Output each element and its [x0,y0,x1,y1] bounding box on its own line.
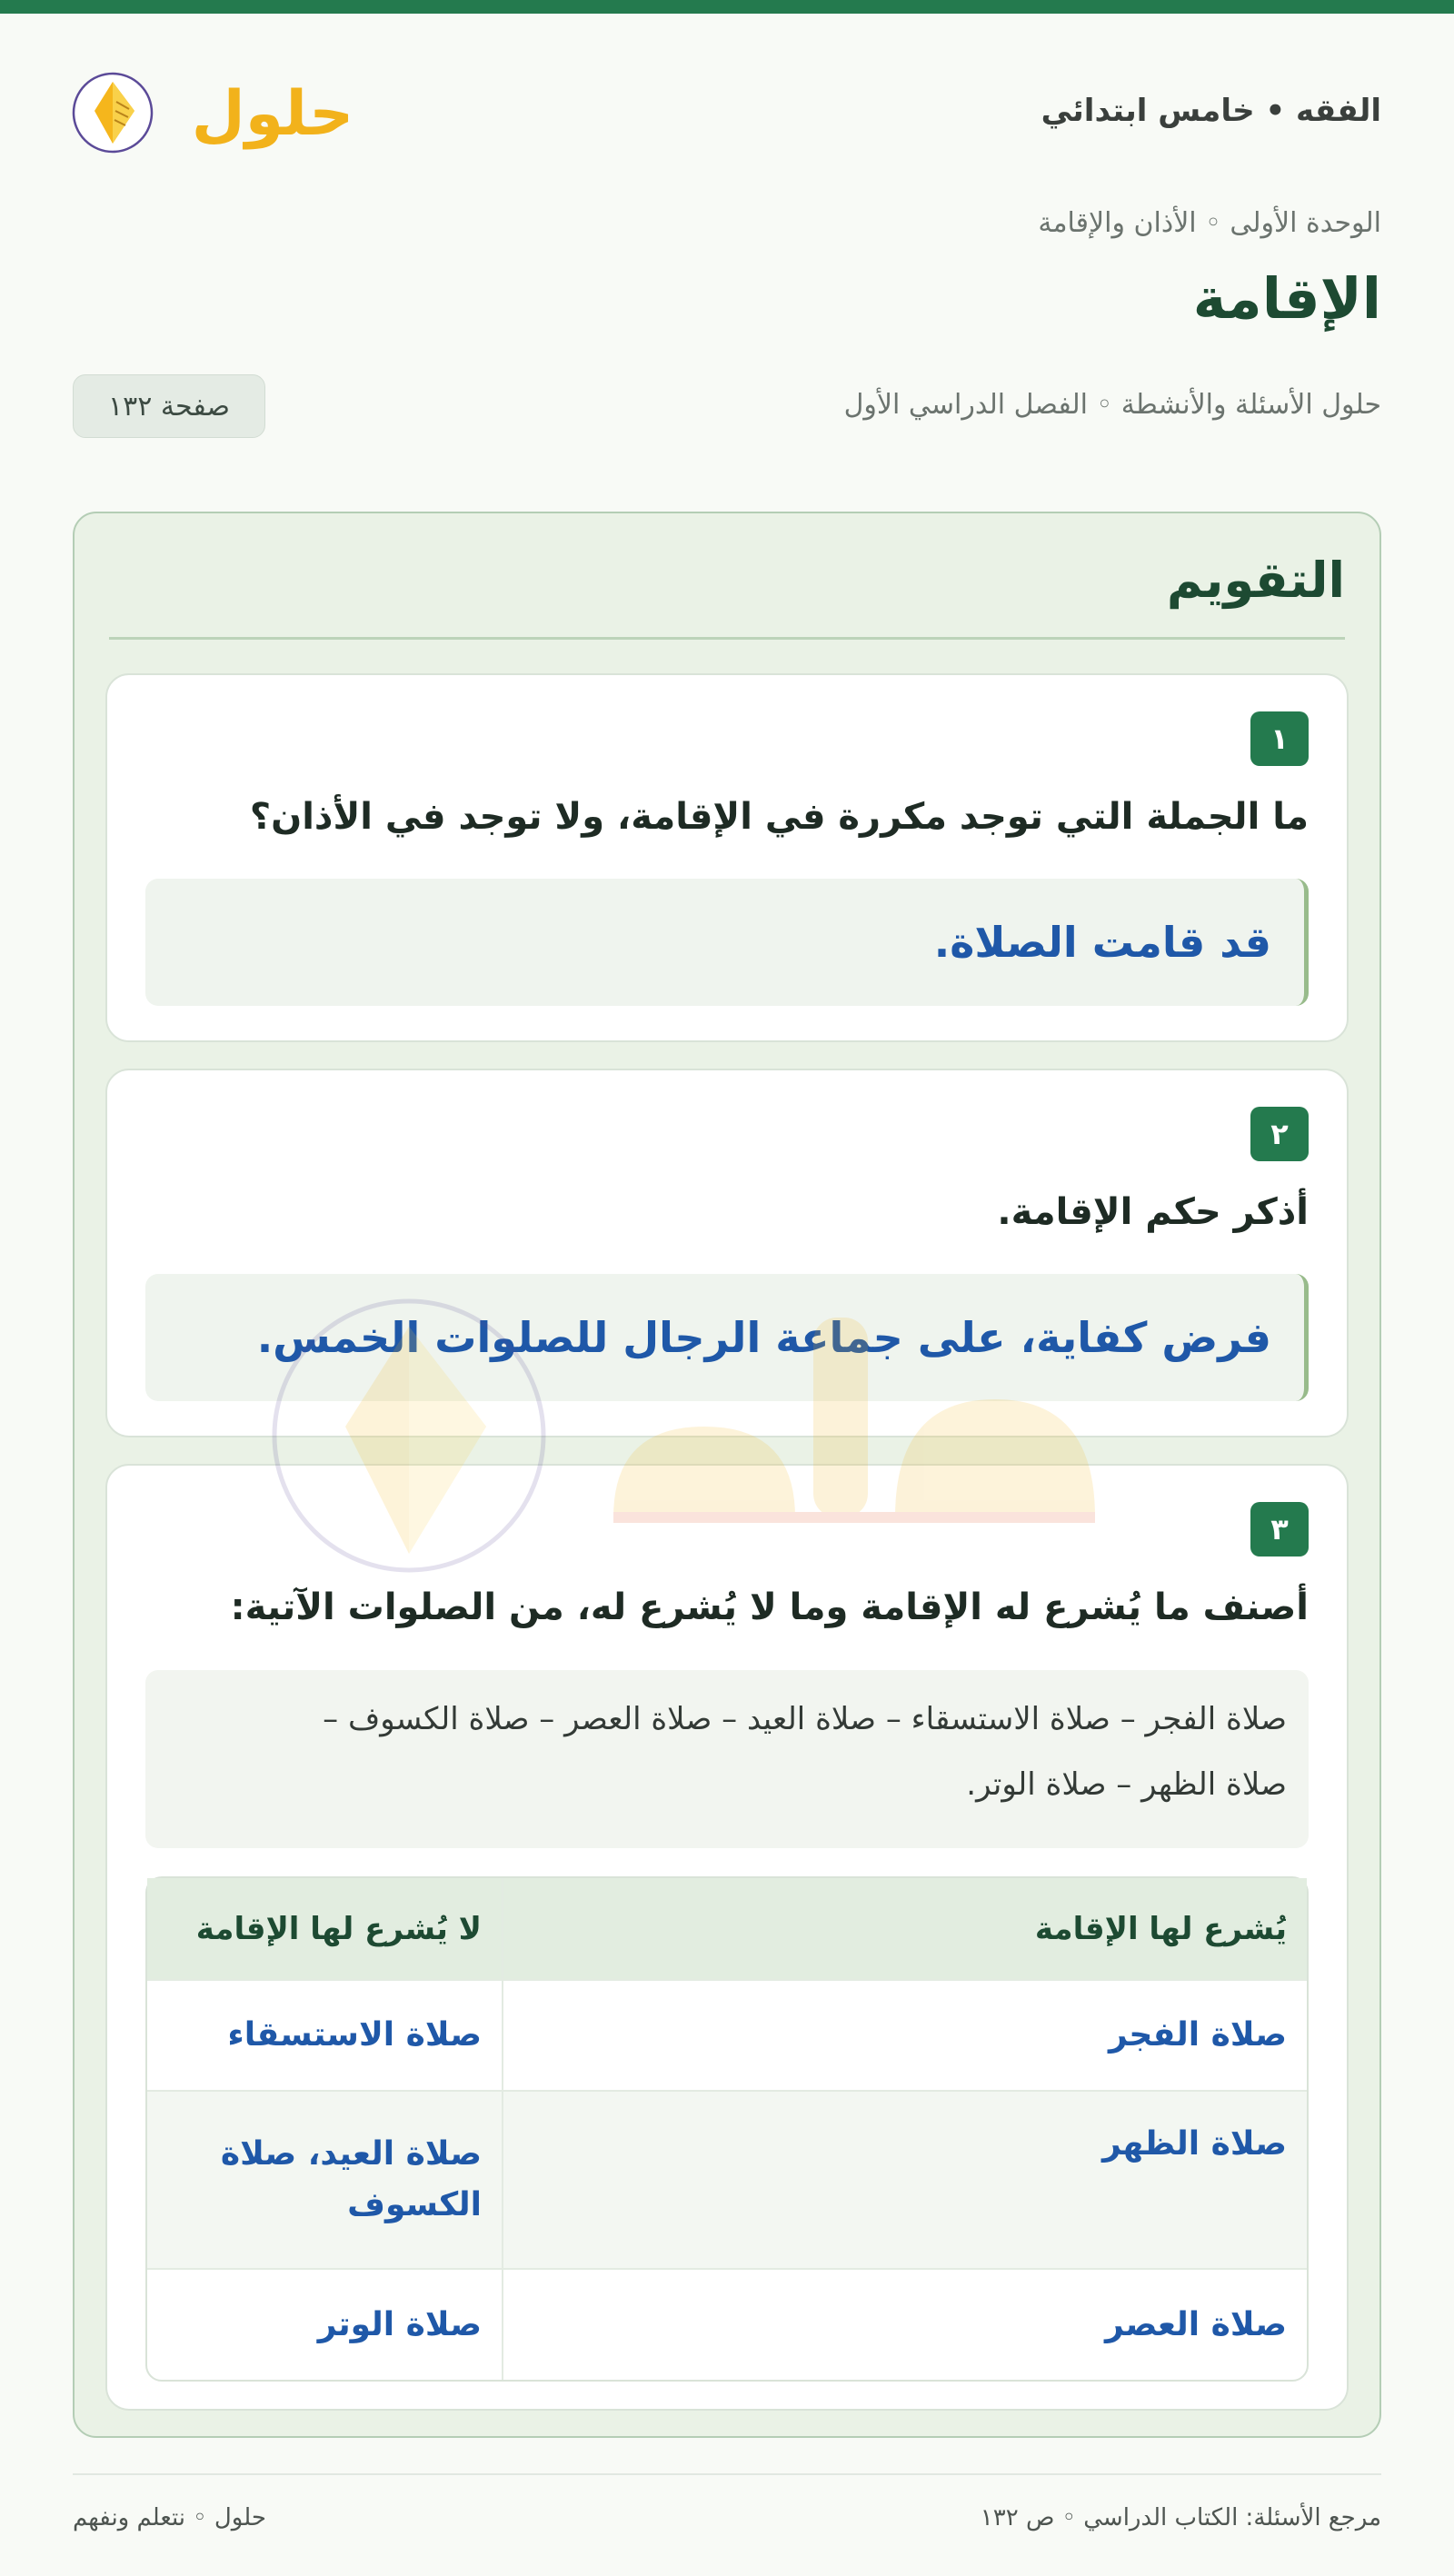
section-divider [109,637,1345,640]
answer-box: فرض كفاية، على جماعة الرجال للصلوات الخمس. [145,1274,1309,1401]
answer-box: قد قامت الصلاة. [145,879,1309,1006]
question-text: أصنف ما يُشرع له الإقامة وما لا يُشرع له، من الصلوات الآتية: [230,1586,1309,1628]
table-cell: صلاة الظهر [503,2091,1307,2269]
subject-grade-label: الفقه • خامس ابتدائي [1041,93,1381,129]
section-title: التقويم [1166,552,1345,609]
prayers-list-box [145,1670,1309,1848]
table-cell: صلاة العيد، صلاة الكسوف [147,2091,503,2269]
page-header [73,64,1381,164]
question-text: ما الجملة التي توجد مكررة في الإقامة، ولا توجد في الأذان؟ [249,796,1309,838]
top-accent-bar [0,0,1454,14]
lesson-title: الإقامة [1192,265,1381,332]
page-number-badge: صفحة ١٣٢ [73,374,265,438]
footer-brand: حلول ◦ نتعلم ونفهم [73,2504,266,2531]
table-cell: صلاة الفجر [503,1980,1307,2091]
footer-reference: مرجع الأسئلة: الكتاب الدراسي ◦ ص ١٣٢ [980,2504,1381,2531]
prayers-list-line: صلاة الظهر – صلاة الوتر. [966,1766,1287,1803]
question-card-3 [105,1464,1349,2411]
classification-table [145,1876,1309,2382]
question-number-badge: ٣ [1250,1502,1309,1557]
table-row [147,1980,1307,2091]
logo-text: حلول [191,78,354,150]
question-number-badge: ٢ [1250,1107,1309,1161]
column-header-prescribed: يُشرع لها الإقامة [503,1878,1307,1980]
table-header-row [147,1878,1307,1980]
lesson-meta: حلول الأسئلة والأنشطة ◦ الفصل الدراسي الأول [843,389,1381,421]
question-text: أذكر حكم الإقامة. [997,1191,1309,1233]
table-cell: صلاة الوتر [147,2269,503,2380]
table-row [147,2091,1307,2269]
table-cell: صلاة العصر [503,2269,1307,2380]
question-number-badge: ١ [1250,711,1309,766]
question-card-2 [105,1069,1349,1437]
question-card-1 [105,673,1349,1042]
column-header-not-prescribed: لا يُشرع لها الإقامة [147,1878,503,1980]
prayers-list-line: صلاة الفجر – صلاة الاستسقاء – صلاة العيد – صلاة العصر – صلاة الكسوف – [323,1701,1287,1737]
table-cell: صلاة الاستسقاء [147,1980,503,2091]
evaluation-section [73,512,1381,2438]
hulul-logo[interactable] [73,64,354,164]
unit-breadcrumb: الوحدة الأولى ◦ الأذان والإقامة [1038,207,1381,239]
footer-divider [73,2473,1381,2475]
table-row [147,2269,1307,2380]
